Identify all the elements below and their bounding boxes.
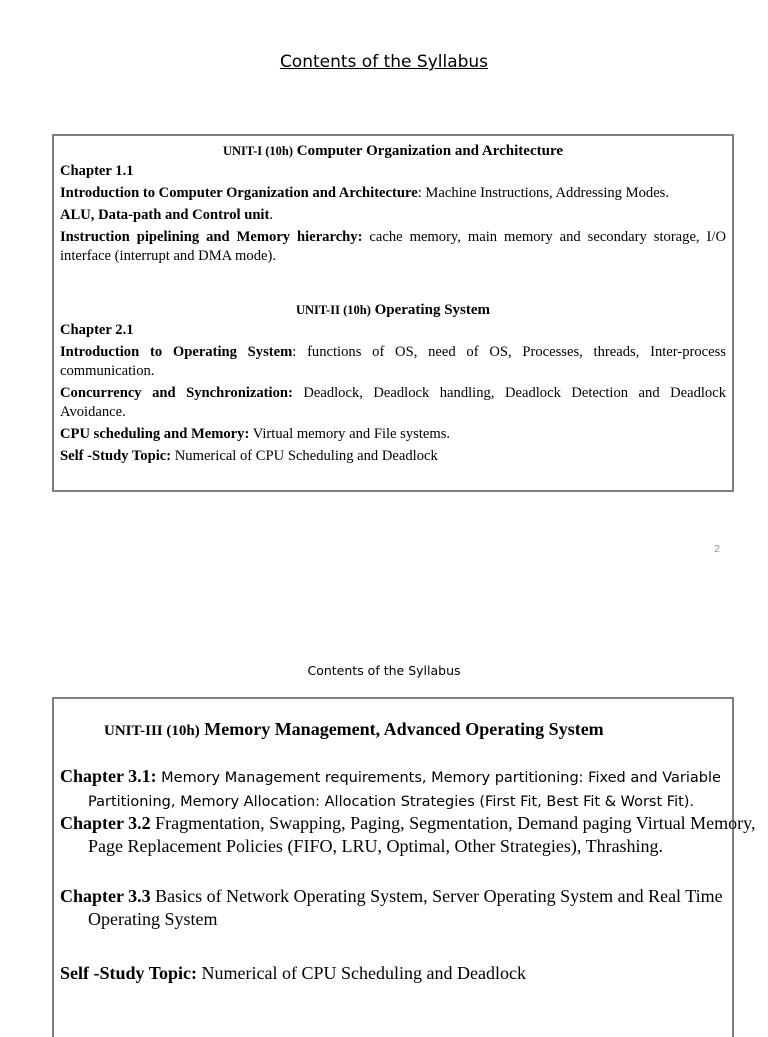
unit-3-title: Memory Management, Advanced Operating System bbox=[204, 719, 604, 739]
unit-2-item bbox=[60, 447, 726, 466]
chapter-text: Fragmentation, Swapping, Paging, Segmentation, Demand paging Virtual Memory, Page Replacement Policies (FIFO, LRU, Optimal, Other Strategies), Thrashing. bbox=[88, 813, 756, 856]
unit-3-label: UNIT-III (10h) bbox=[104, 723, 200, 739]
syllabus-box-unit-1-2 bbox=[52, 134, 734, 492]
unit-2-item bbox=[60, 425, 726, 444]
item-text: cache memory, main memory and secondary storage, I/O interface (interrupt and DMA mode). bbox=[60, 229, 726, 264]
unit-1-item bbox=[60, 228, 726, 266]
self-study-label: Self -Study Topic: bbox=[60, 963, 198, 983]
unit-2-item bbox=[60, 343, 726, 381]
item-bold: Introduction to Operating System bbox=[60, 344, 293, 360]
chapter-3-1 bbox=[60, 765, 758, 813]
item-bold: Instruction pipelining and Memory hierarchy: bbox=[60, 229, 363, 245]
syllabus-box-unit-3 bbox=[52, 697, 756, 1037]
chapter-label: Chapter 3.3 bbox=[60, 886, 151, 906]
unit-1-item bbox=[60, 206, 726, 225]
unit-2-item bbox=[60, 384, 726, 422]
unit-2-title: Operating System bbox=[374, 302, 491, 318]
chapter-label: Chapter 3.2 bbox=[60, 813, 151, 833]
item-text: : functions of OS, need of OS, Processes, threads, Inter-process communication. bbox=[60, 344, 726, 379]
page-title: Contents of the Syllabus bbox=[279, 52, 489, 72]
chapter-2-1: Chapter 2.1 bbox=[60, 322, 134, 338]
item-bold: Introduction to Computer Organization and Architecture bbox=[60, 185, 418, 201]
chapter-3-3 bbox=[60, 885, 758, 931]
chapter-label: Chapter 3.1: bbox=[60, 766, 157, 786]
unit-1-label: UNIT-I (10h) bbox=[222, 144, 294, 158]
chapter-1-1: Chapter 1.1 bbox=[60, 163, 134, 179]
item-text: Deadlock, Deadlock handling, Deadlock Detection and Deadlock Avoidance. bbox=[60, 385, 727, 420]
self-study-text: Numerical of CPU Scheduling and Deadlock bbox=[201, 963, 526, 983]
unit-2-heading bbox=[60, 299, 726, 321]
item-text: : Machine Instructions, Addressing Modes. bbox=[417, 185, 669, 201]
item-bold: Self -Study Topic: bbox=[60, 448, 172, 464]
item-text: Virtual memory and File systems. bbox=[249, 426, 451, 442]
unit-1-title: Computer Organization and Architecture bbox=[296, 143, 564, 159]
page-2-title: Contents of the Syllabus bbox=[307, 663, 461, 678]
item-text: . bbox=[269, 207, 274, 223]
item-bold: Concurrency and Synchronization: bbox=[60, 385, 293, 401]
chapter-3-2 bbox=[60, 812, 758, 858]
unit-1-heading bbox=[60, 140, 726, 162]
item-bold: ALU, Data-path and Control unit bbox=[60, 207, 270, 223]
self-study-topic bbox=[60, 962, 758, 985]
chapter-text: Basics of Network Operating System, Server Operating System and Real Time Operating System bbox=[88, 886, 723, 929]
chapter-text: Memory Management requirements, Memory partitioning: Fixed and Variable Partitioning, Memory Allocation: Allocation Strategies (First Fit, Best Fit & Worst Fit). bbox=[88, 770, 721, 810]
page-number: 2 bbox=[714, 544, 721, 555]
item-bold: CPU scheduling and Memory: bbox=[60, 426, 250, 442]
unit-2-label: UNIT-II (10h) bbox=[295, 303, 371, 317]
unit-3-heading bbox=[104, 719, 604, 740]
unit-1-item bbox=[60, 184, 726, 203]
item-text: Numerical of CPU Scheduling and Deadlock bbox=[171, 448, 438, 464]
